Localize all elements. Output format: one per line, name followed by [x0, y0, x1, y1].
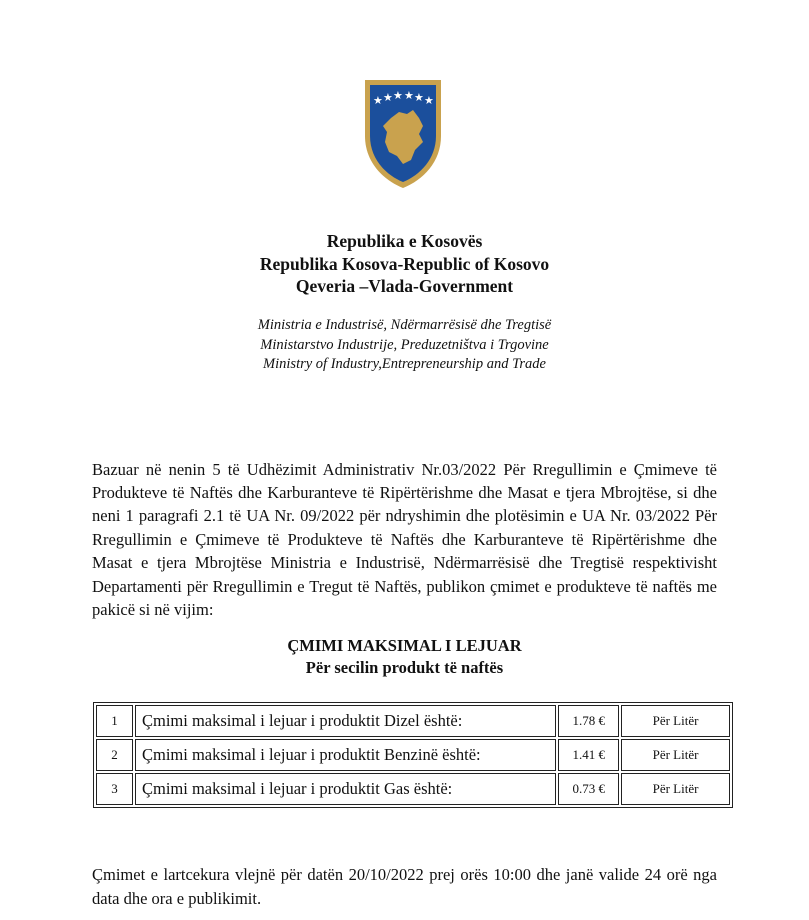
row-number: 3: [96, 773, 133, 805]
table-row: [96, 773, 730, 805]
svg-text:★: ★: [424, 94, 434, 107]
table-row: [96, 739, 730, 771]
svg-text:★: ★: [373, 94, 383, 107]
government-header: [0, 230, 809, 298]
row-number: 2: [96, 739, 133, 771]
header-line-3: Qeveria –Vlada-Government: [295, 276, 514, 296]
row-unit: Për Litër: [621, 705, 730, 737]
table-title-line-1: ÇMIMI MAKSIMAL I LEJUAR: [287, 636, 522, 655]
header-line-1: Republika e Kosovës: [326, 231, 483, 251]
ministry-line-3: Ministry of Industry,Entrepreneurship and Trade: [263, 356, 546, 372]
header-line-2: Republika Kosova-Republic of Kosovo: [259, 253, 550, 274]
validity-note: Çmimet e lartcekura vlejnë për datën 20/10/2022 prej orës 10:00 dhe janë valide 24 orë nga data dhe ora e publikimit.: [92, 864, 717, 908]
price-table: [93, 702, 733, 808]
intro-paragraph: Bazuar në nenin 5 të Udhëzimit Administrativ Nr.03/2022 Për Rregullimin e Çmimeve të Produkteve të Naftës dhe Karburanteve të Ripërtërishme dhe Masat e tjera Mbrojtëse, si dhe neni 1 paragrafi 2.1 të UA Nr. 09/2022 për ndryshimin dhe plotësimin e UA Nr. 03/2022 Për Rregullimin e Çmimeve të Produkteve të Naftës dhe Karburanteve të Ripërtërishme dhe Masat e tjera Mbrojtëse Ministria e Industrisë, Ndërmarrësisë dhe Tregtisë respektivisht Departamenti për Rregullimin e Tregut të Naftës, publikon çmimet e produkteve të naftës me pakicë si në vijim:: [92, 459, 717, 619]
kosovo-coat-of-arms-icon: [361, 76, 445, 190]
row-unit: Për Litër: [621, 773, 730, 805]
svg-text:★: ★: [404, 89, 414, 102]
row-description: Çmimi maksimal i lejuar i produktit Dizel është:: [135, 705, 556, 737]
row-description: Çmimi maksimal i lejuar i produktit Gas është:: [135, 773, 556, 805]
row-price: 1.78 €: [558, 705, 619, 737]
svg-text:★: ★: [414, 91, 424, 104]
row-unit: Për Litër: [621, 739, 730, 771]
ministry-line-1: Ministria e Industrisë, Ndërmarrësisë dhe Tregtisë: [257, 317, 552, 333]
table-title: [0, 635, 809, 679]
ministry-header: [0, 316, 809, 375]
row-description: Çmimi maksimal i lejuar i produktit Benzinë është:: [135, 739, 556, 771]
table-title-line-2: Për secilin produkt të naftës: [305, 658, 504, 677]
table-row: [96, 705, 730, 737]
ministry-line-2: Ministarstvo Industrije, Preduzetništva i Trgovine: [260, 336, 549, 353]
row-number: 1: [96, 705, 133, 737]
svg-text:★: ★: [393, 89, 403, 102]
svg-text:★: ★: [383, 91, 393, 104]
row-price: 0.73 €: [558, 773, 619, 805]
row-price: 1.41 €: [558, 739, 619, 771]
